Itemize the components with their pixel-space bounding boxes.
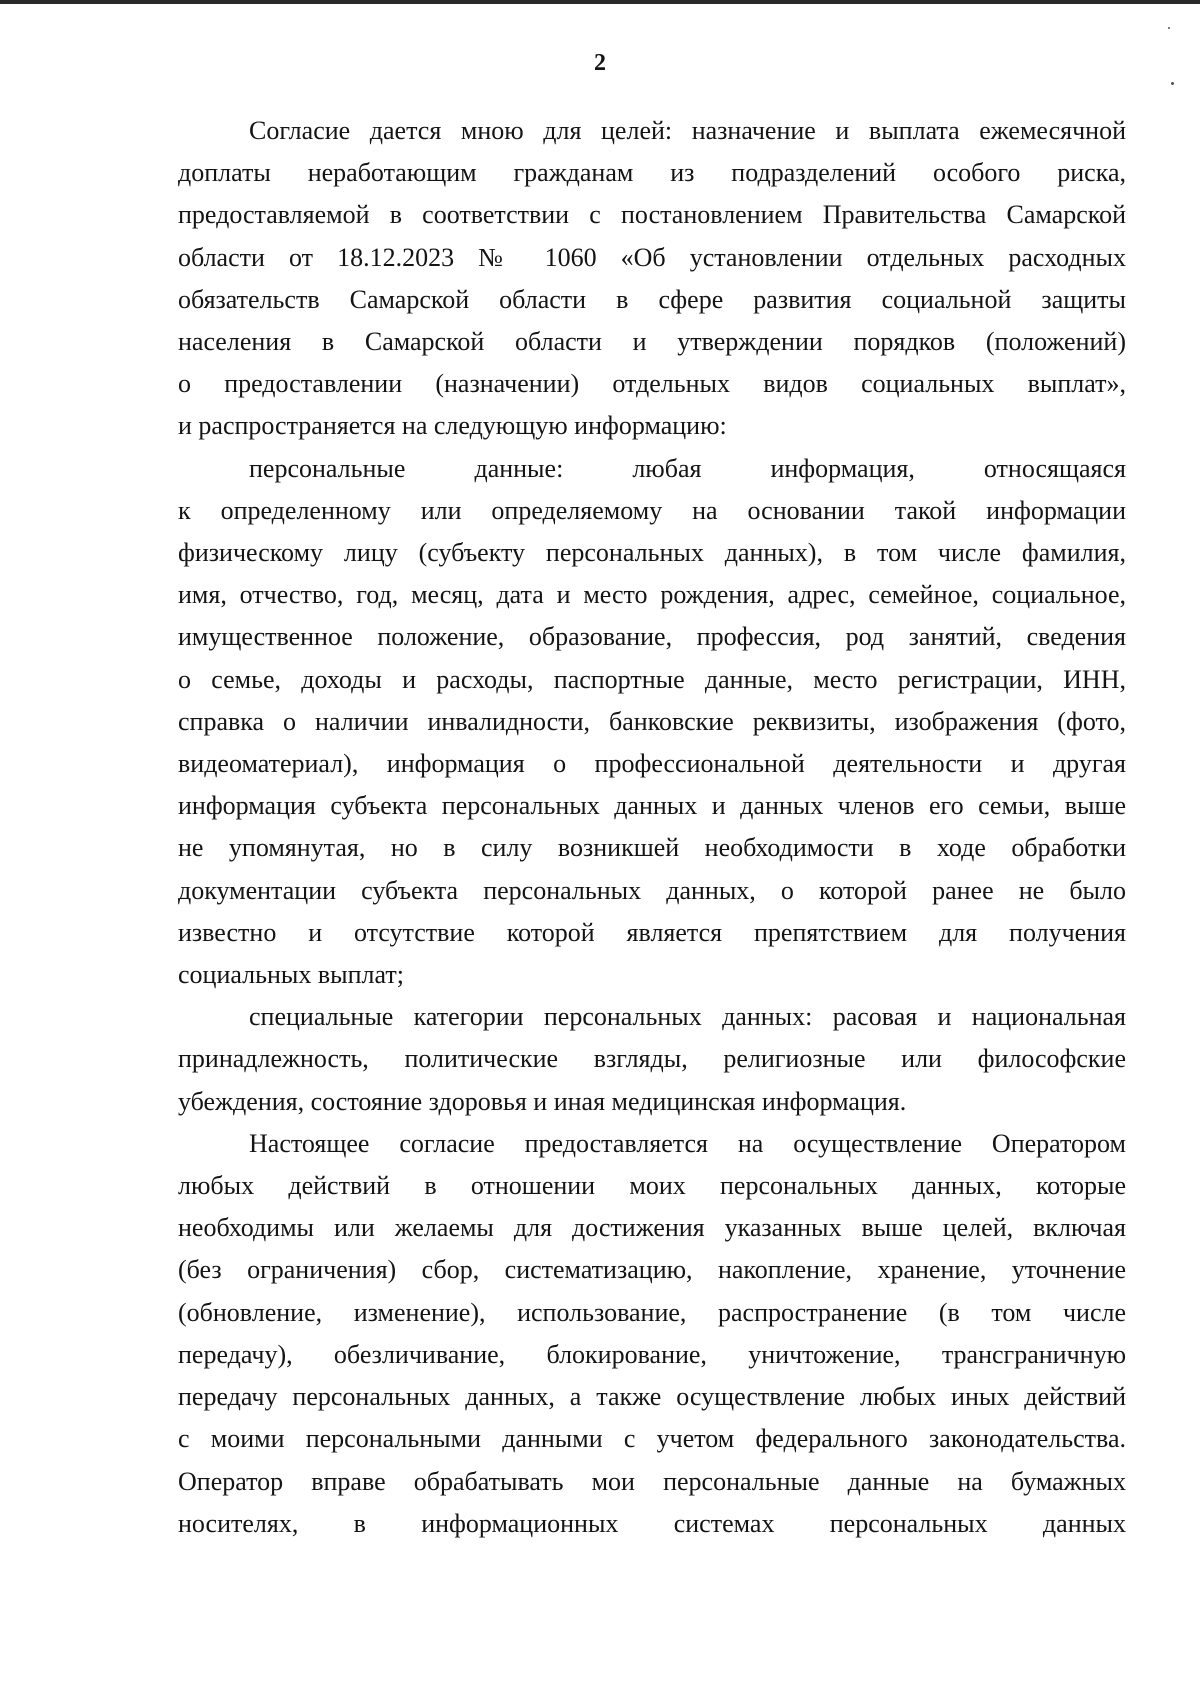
text-line: справка о наличии инвалидности, банковские реквизиты, изображения (фото, [178, 706, 1126, 736]
text-line: документации субъекта персональных данных, о которой ранее не было [178, 875, 1126, 905]
text-line: информация субъекта персональных данных и данных членов его семьи, выше [178, 791, 1126, 821]
text-line: передачу), обезличивание, блокирование, уничтожение, трансграничную [178, 1339, 1126, 1369]
text-line: носителях, в информационных системах персональных данных [178, 1508, 1126, 1538]
scan-speck [1168, 27, 1170, 29]
paragraph-purpose [178, 110, 1126, 448]
text-line: персональные данные: любая информация, относящаяся [249, 453, 1126, 483]
text-line: обязательств Самарской области в сфере развития социальной защиты [178, 284, 1126, 314]
text-line: области от 18.12.2023 № 1060 «Об установлении отдельных расходных [178, 242, 1126, 272]
paragraph-personal-data [178, 448, 1126, 997]
text-line: о предоставлении (назначении) отдельных видов социальных выплат», [178, 369, 1126, 399]
text-line: принадлежность, политические взгляды, религиозные или философские [178, 1044, 1126, 1074]
text-line: к определенному или определяемому на основании такой информации [178, 495, 1126, 525]
text-line: предоставляемой в соответствии с постановлением Правительства Самарской [178, 200, 1126, 230]
scan-top-edge [0, 0, 1200, 4]
text-line: видеоматериал), информация о профессиональной деятельности и другая [178, 749, 1126, 779]
document-body [178, 110, 1126, 1545]
text-line: имя, отчество, год, месяц, дата и место рождения, адрес, семейное, социальное, [178, 580, 1126, 610]
paragraph-consent-scope [178, 1123, 1126, 1545]
text-line: физическому лицу (субъекту персональных данных), в том числе фамилия, [178, 538, 1126, 568]
text-line: любых действий в отношении моих персональных данных, которые [178, 1171, 1126, 1201]
scan-speck [1171, 82, 1174, 85]
text-line: (обновление, изменение), использование, распространение (в том числе [178, 1297, 1126, 1327]
text-line: убеждения, состояние здоровья и иная медицинская информация. [178, 1086, 907, 1116]
text-line: с моими персональными данными с учетом федерального законодательства. [178, 1424, 1126, 1454]
text-line: населения в Самарской области и утверждении порядков (положений) [178, 327, 1126, 357]
text-line: передачу персональных данных, а также осуществление любых иных действий [178, 1382, 1126, 1412]
page-number: 2 [594, 50, 606, 76]
text-line: и распространяется на следующую информацию: [178, 411, 727, 441]
text-line: известно и отсутствие которой является препятствием для получения [178, 917, 1126, 947]
text-line: доплаты неработающим гражданам из подразделений особого риска, [178, 158, 1126, 188]
text-line: Оператор вправе обрабатывать мои персональные данные на бумажных [178, 1466, 1126, 1496]
text-line: социальных выплат; [178, 960, 404, 990]
text-line: о семье, доходы и расходы, паспортные данные, место регистрации, ИНН, [178, 664, 1126, 694]
text-line: (без ограничения) сбор, систематизацию, накопление, хранение, уточнение [178, 1255, 1126, 1285]
text-line: Настоящее согласие предоставляется на осуществление Оператором [249, 1128, 1126, 1158]
text-line: имущественное положение, образование, профессия, род занятий, сведения [178, 622, 1126, 652]
text-line: специальные категории персональных данных: расовая и национальная [249, 1002, 1126, 1032]
text-line: не упомянутая, но в силу возникшей необходимости в ходе обработки [178, 833, 1126, 863]
text-line: Согласие дается мною для целей: назначение и выплата ежемесячной [249, 116, 1126, 145]
paragraph-special-categories [178, 996, 1126, 1123]
text-line: необходимы или желаемы для достижения указанных выше целей, включая [178, 1213, 1126, 1243]
